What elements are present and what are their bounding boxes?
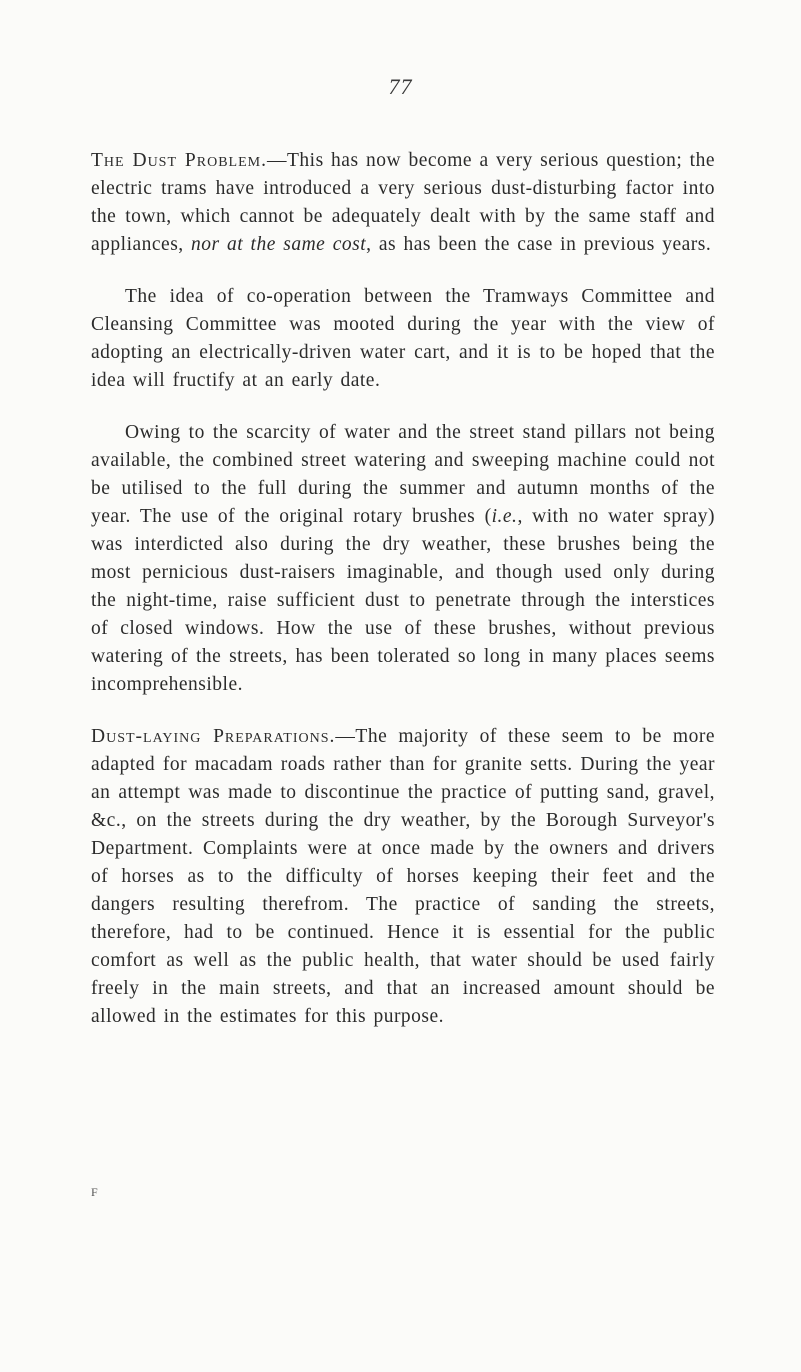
signature-mark: F <box>91 1185 98 1199</box>
body-text <box>91 147 715 1055</box>
italic-abbreviation: i.e. <box>491 506 518 527</box>
paragraph-text: , as has been the case in previous years. <box>366 234 712 255</box>
paragraph-text: —The majority of these seem to be more adapted for macadam roads rather than for granite setts. During the year an attempt was made to discontinue the practice of putting sand, gravel, &c., on the streets during the dry weather, by the Borough Surveyor's Department. Complaints were at once made by the owners and drivers of horses as to the difficulty of horses keeping their feet and the dangers resulting therefrom. The practice of sanding the streets, therefore, had to be continued. Hence it is essential for the public comfort as well as the public health, that water should be used fairly freely in the main streets, and that an increased amount should be allowed in the estimates for this purpose. <box>91 726 715 1027</box>
paragraph-cooperation <box>91 283 715 395</box>
paragraph-text: Owing to the scarcity of water and the street stand pillars not being available, the combined street watering and sweeping machine could not be utilised to the full during the summer and autumn months of the year. The use of the original rotary brushes ( <box>91 422 715 527</box>
section-heading-dust-problem: The Dust Problem. <box>91 150 267 171</box>
paragraph-dust-laying <box>91 723 715 1031</box>
paragraph-water-scarcity <box>91 419 715 699</box>
paragraph-text: —This has now become a very serious question; the electric trams have introduced a very serious dust-disturbing factor into the town, which cannot be adequately dealt with by the same staff and appliances, <box>91 150 715 255</box>
section-heading-dust-laying: Dust-laying Preparations. <box>91 726 336 747</box>
paragraph-text: The idea of co-operation between the Tramways Committee and Cleansing Committee was mooted during the year with the view of adopting an electrically-driven water cart, and it is to be hoped that the idea will fructify at an early date. <box>91 286 715 391</box>
page-number: 77 <box>388 74 413 99</box>
paragraph-dust-problem <box>91 147 715 259</box>
italic-phrase: nor at the same cost <box>191 234 367 255</box>
paragraph-text: , with no water spray) was interdicted also during the dry weather, these brushes being the most pernicious dust-raisers imaginable, and though used only during the night-time, raise sufficient dust to penetrate through the interstices of closed windows. How the use of these brushes, without previous watering of the streets, has been tolerated so long in many places seems incomprehensible. <box>91 506 715 695</box>
